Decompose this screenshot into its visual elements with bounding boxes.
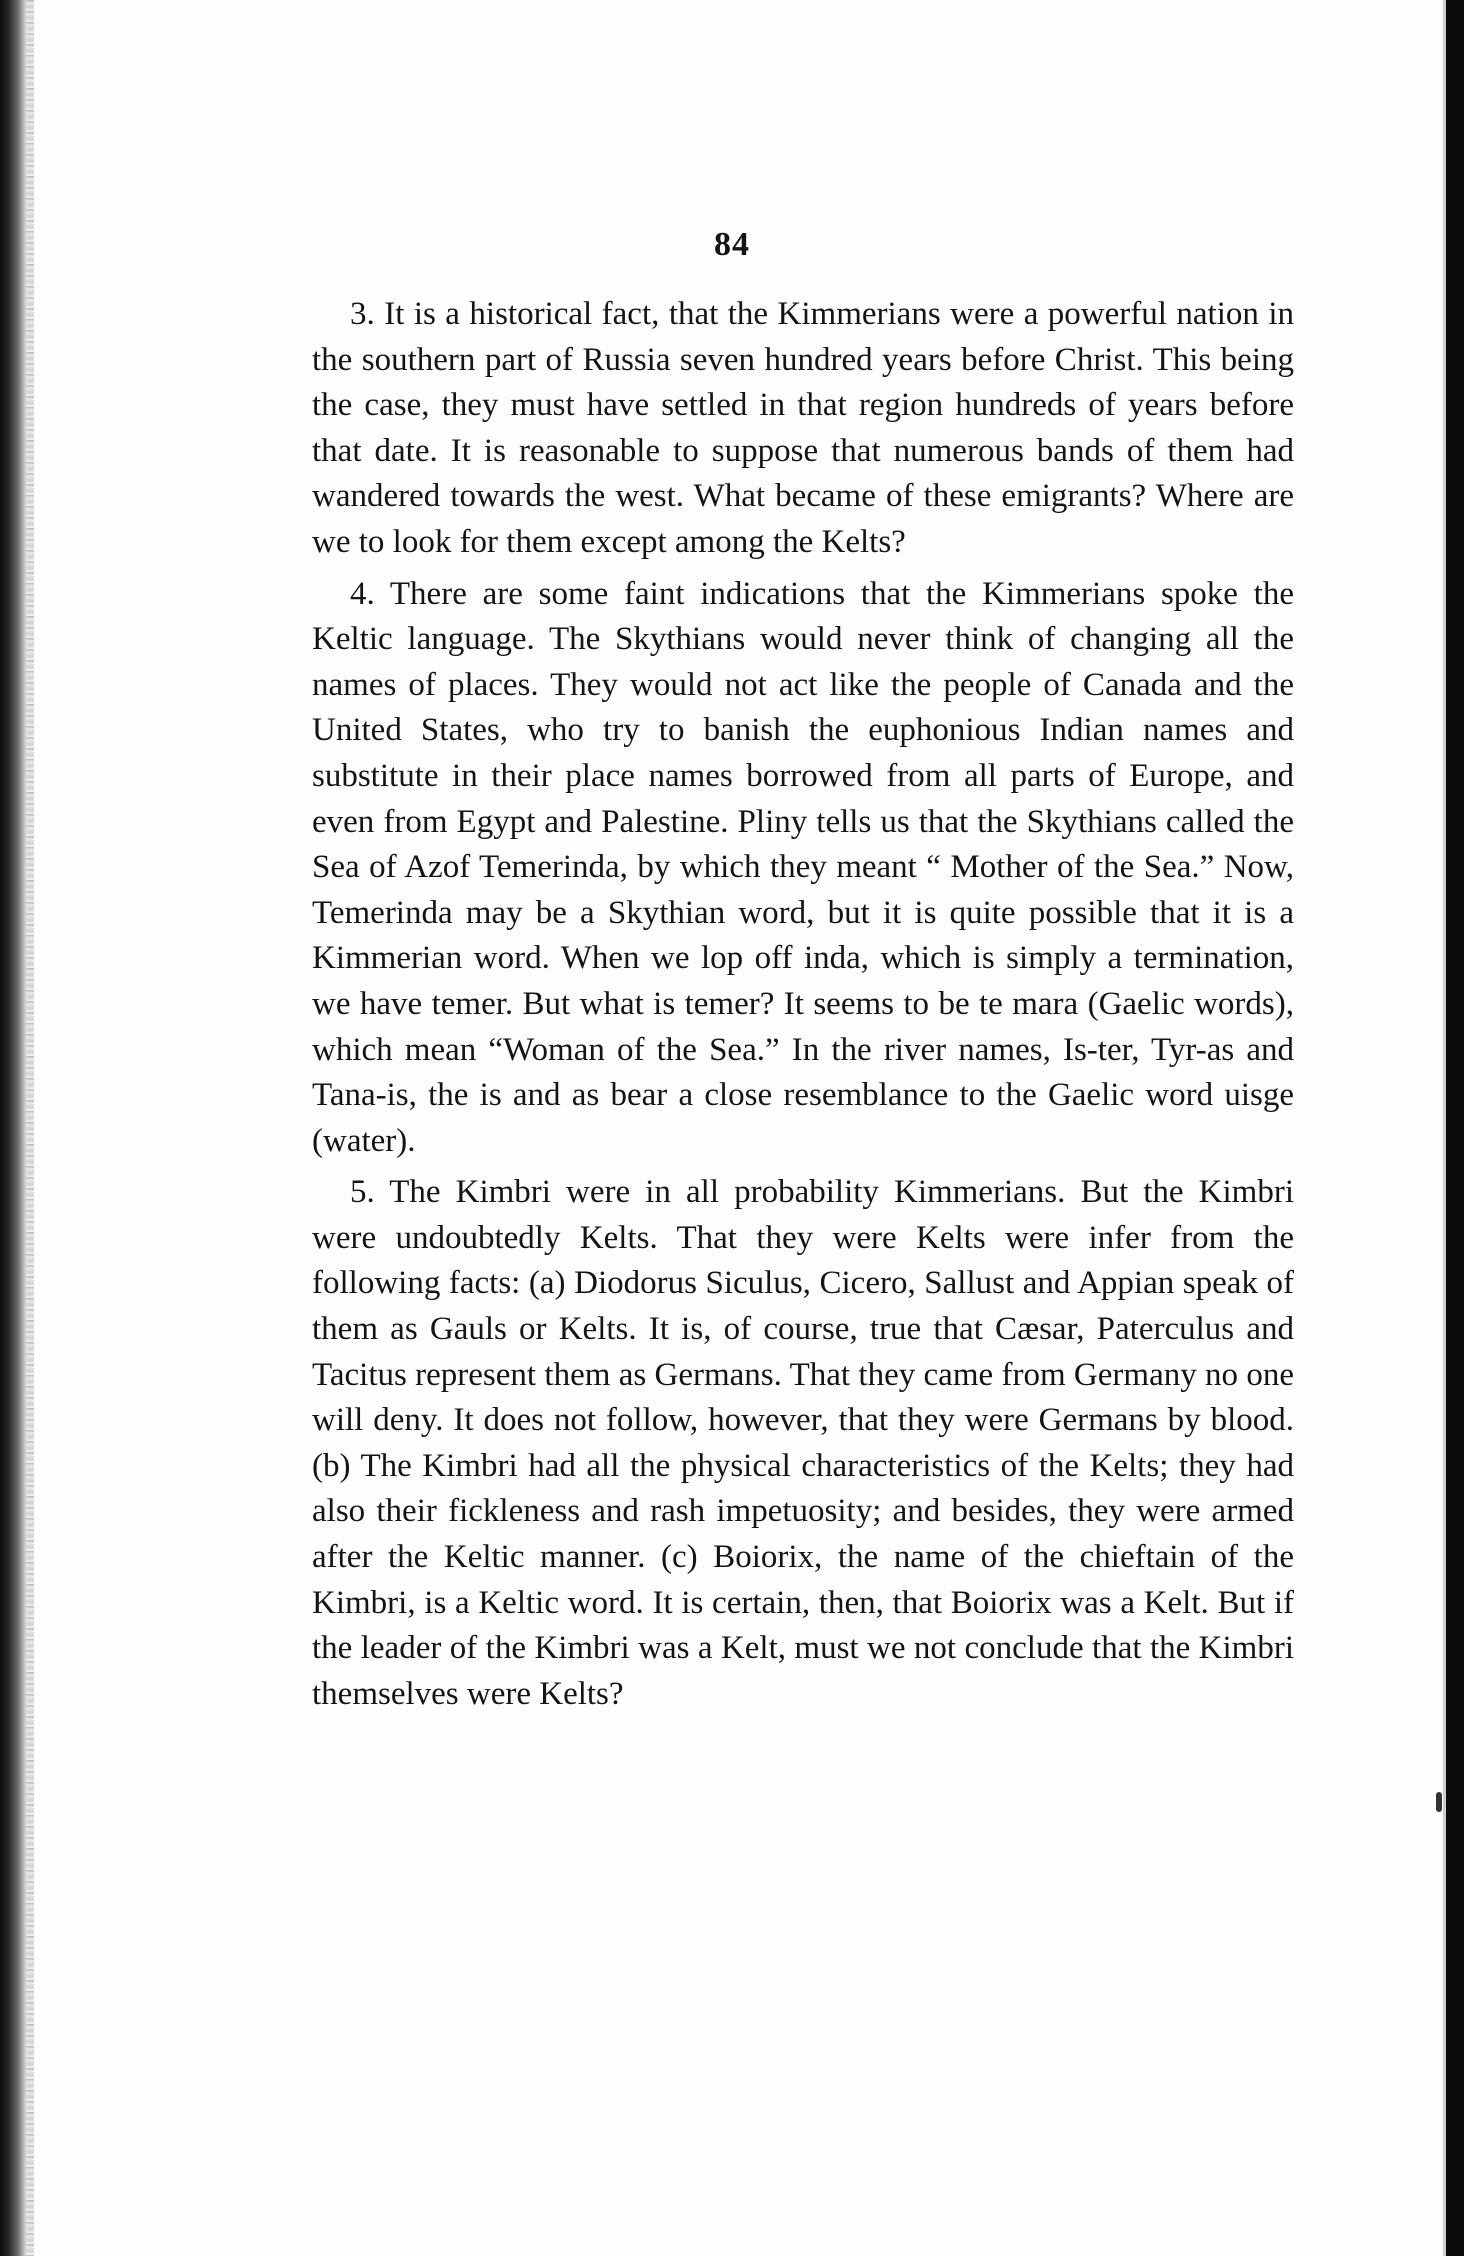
scan-right-border [1446, 0, 1464, 2256]
paragraph-3: 3. It is a historical fact, that the Kimmerians were a powerful nation in the southern part of Russia seven hundred years before Christ. This being the case, they must have settled in that region hundreds of years before that date. It is reasonable to suppose that numerous bands of them had wandered towards the west. What became of these emigrants? Where are we to look for them except among the Kelts? [312, 296, 1294, 560]
scan-left-speckle [26, 0, 34, 2256]
page-number: 84 [714, 226, 750, 263]
body-text [312, 292, 1294, 1717]
scan-left-border [0, 0, 26, 2256]
paragraph-5: 5. The Kimbri were in all probability Kimmerians. But the Kimbri were undoubtedly Kelts. That they were Kelts were infer from the following facts: (a) Diodorus Siculus, Cicero, Sallust and Appian speak of them as Gauls or Kelts. It is, of course, true that Cæsar, Paterculus and Tacitus represent them as Germans. That they came from Germany no one will deny. It does not follow, however, that they were Germans by blood. (b) The Kimbri had all the physical characteristics of the Kelts; they had also their fickleness and rash impetuosity; and besides, they were armed after the Keltic manner. (c) Boiorix, the name of the chieftain of the Kimbri, is a Keltic word. It is certain, then, that Boiorix was a Kelt. But if the leader of the Kimbri was a Kelt, must we not conclude that the Kimbri themselves were Kelts? [312, 1174, 1294, 1712]
paragraph-4: 4. There are some faint indications that the Kimmerians spoke the Keltic language. The Skythians would never think of changing all the names of places. They would not act like the people of Canada and the United States, who try to banish the euphonious Indian names and substitute in their place names borrowed from all parts of Europe, and even from Egypt and Palestine. Pliny tells us that the Skythians called the Sea of Azof Temerinda, by which they meant “ Mother of the Sea.” Now, Temerinda may be a Skythian word, but it is quite possible that it is a Kimmerian word. When we lop off inda, which is simply a termination, we have temer. But what is temer? It seems to be te mara (Gaelic words), which mean “Woman of the Sea.” In the river names, Is-ter, Tyr-as and Tana-is, the is and as bear a close resemblance to the Gaelic word uisge (water). [312, 575, 1294, 1159]
scan-edge-mark [1436, 1792, 1442, 1812]
